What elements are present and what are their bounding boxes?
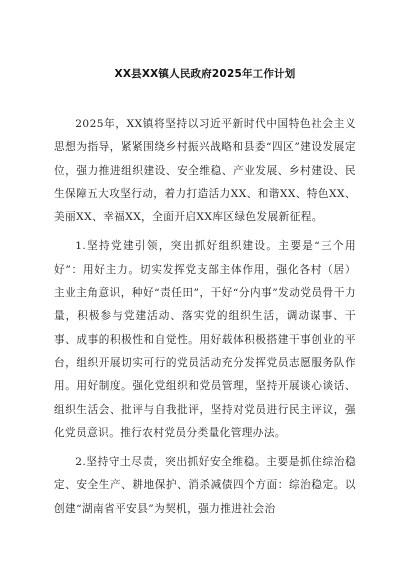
- paragraph-intro: 2025年，XX镇将坚持以习近平新时代中国特色社会主义思想为指导，紧紧围绕乡村振兴战略和县委“四区”建设发展定位，强力推进组织建设、安全维稳、产业发展、乡村建设、民生保障五大攻坚行动，着力打造活力XX、和谐XX、特色XX、美丽XX、幸福XX，全面开启XX库区绿色发展新征程。: [54, 118, 356, 224]
- document-body: [54, 113, 356, 521]
- document-title: XX县XX镇人民政府2025年工作计划: [114, 68, 296, 80]
- paragraph-party-building: 1.坚持党建引领，突出抓好组织建设。主要是“三个用好”：用好主力。切实发挥党支部主体作用，强化各村（居）主业主角意识，种好“责任田”，干好“分内事”发动党员骨干力量，积极参与党建活动、落实党的组织生活，调动谋事、干事、成事的积极性和自觉性。用好载体积极搭建干事创业的平台，组织开展切实可行的党员活动充分发挥党员志愿服务队作用。用好制度。强化党组织和党员管理，坚持开展谈心谈话、组织生活会、批评与自我批评，坚持对党员进行民主评议，强化党员意识。推行农村党员分类量化管理办法。: [54, 240, 356, 439]
- paragraph-safety-stability: 2.坚持守土尽责，突出抓好安全维稳。主要是抓住综治稳定、安全生产、耕地保护、消杀减债四个方面：综治稳定。以创建“湖南省平安县”为契机，强力推进社会治: [54, 456, 356, 515]
